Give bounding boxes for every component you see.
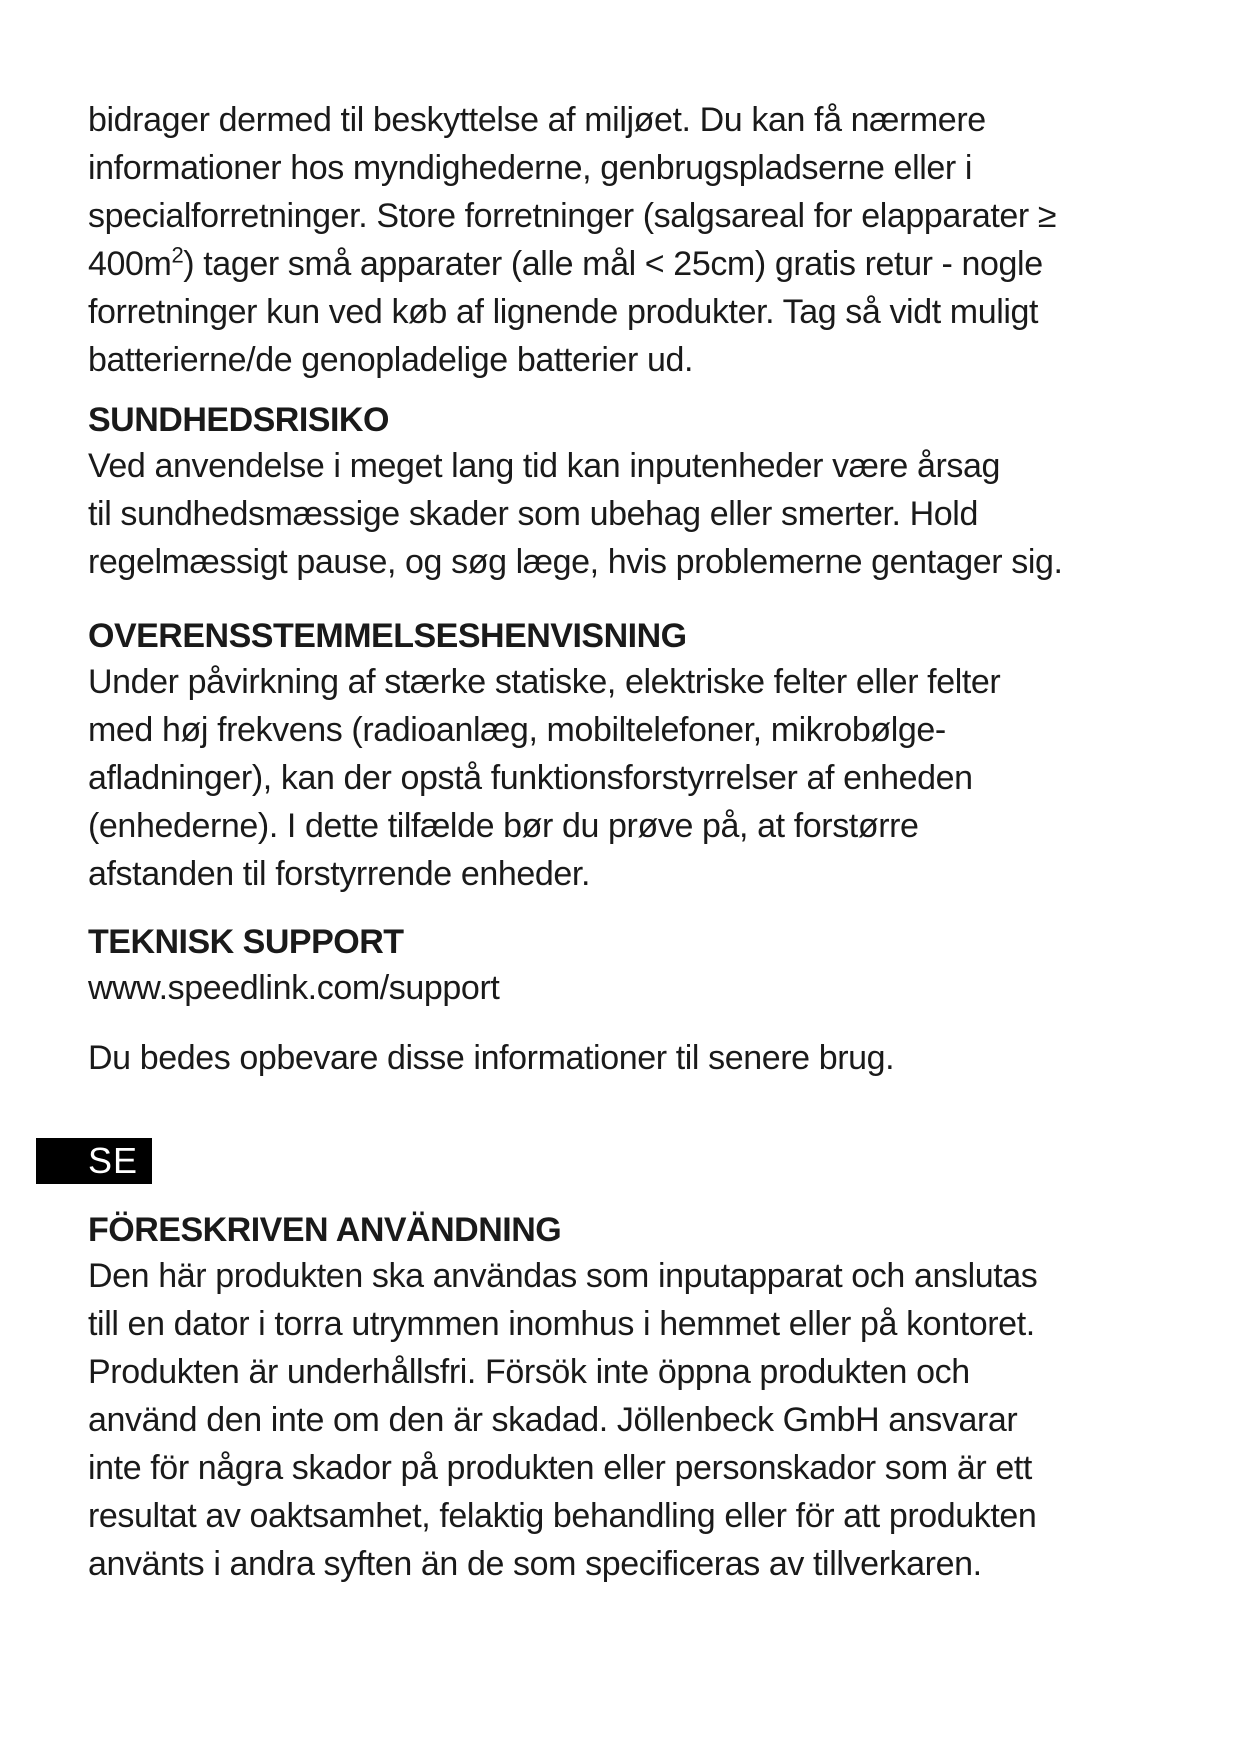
body-line: Produkten är underhållsfri. Försök inte öppna produkten och xyxy=(88,1353,970,1391)
health-section xyxy=(88,398,1168,586)
intro-paragraph xyxy=(88,96,1168,384)
intro-line: $400m^2$) tager små apparater (alle mål < 25cm) gratis retur - nogle xyxy=(88,242,1043,283)
superscript-two: 2 xyxy=(171,242,184,268)
body-line: regelmæssigt pause, og søg læge, hvis problemerne gentager sig. xyxy=(88,543,1063,581)
body-line: använts i andra syften än de som specificeras av tillverkaren. xyxy=(88,1545,982,1583)
body-line: använd den inte om den är skadad. Jöllenbeck GmbH ansvarar xyxy=(88,1401,1018,1439)
body-line: inte för några skador på produkten eller personskador som är ett xyxy=(88,1449,1032,1487)
body-line: Den här produkten ska användas som inputapparat och anslutas xyxy=(88,1257,1038,1295)
section-heading: TEKNISK SUPPORT xyxy=(88,923,404,961)
body-line: afstanden til forstyrrende enheder. xyxy=(88,855,590,893)
conformity-section xyxy=(88,614,1168,898)
body-line: till en dator i torra utrymmen inomhus i hemmet eller på kontoret. xyxy=(88,1305,1035,1343)
intended-use-section xyxy=(88,1208,1168,1588)
section-heading: SUNDHEDSRISIKO xyxy=(88,401,389,439)
intro-line: batterierne/de genopladelige batterier ud. xyxy=(88,341,694,379)
body-line: Ved anvendelse i meget lang tid kan inputenheder være årsag xyxy=(88,447,1001,485)
body-line: med høj frekvens (radioanlæg, mobiltelefoner, mikrobølge- xyxy=(88,711,946,749)
language-tab-se: SE xyxy=(36,1138,152,1184)
section-heading: FÖRESKRIVEN ANVÄNDNING xyxy=(88,1211,562,1249)
support-url-link[interactable]: www.speedlink.com/support xyxy=(88,969,500,1007)
section-heading: OVERENSSTEMMELSESHENVISNING xyxy=(88,617,687,655)
intro-line: specialforretninger. Store forretninger (salgsareal for elapparater ≥ xyxy=(88,197,1057,235)
intro-line: forretninger kun ved køb af lignende produkter. Tag så vidt muligt xyxy=(88,293,1039,331)
body-line: til sundhedsmæssige skader som ubehag eller smerter. Hold xyxy=(88,495,978,533)
body-line: Under påvirkning af stærke statiske, elektriske felter eller felter xyxy=(88,663,1001,701)
intro-line: bidrager dermed til beskyttelse af miljøet. Du kan få nærmere xyxy=(88,101,986,139)
intro-line: informationer hos myndighederne, genbrugspladserne eller i xyxy=(88,149,973,187)
body-line: afladninger), kan der opstå funktionsforstyrrelser af enheden xyxy=(88,759,973,797)
support-note: Du bedes opbevare disse informationer til senere brug. xyxy=(88,1039,895,1077)
body-line: (enhederne). I dette tilfælde bør du prøve på, at forstørre xyxy=(88,807,919,845)
support-section xyxy=(88,920,1168,1082)
body-line: resultat av oaktsamhet, felaktig behandling eller för att produkten xyxy=(88,1497,1037,1535)
